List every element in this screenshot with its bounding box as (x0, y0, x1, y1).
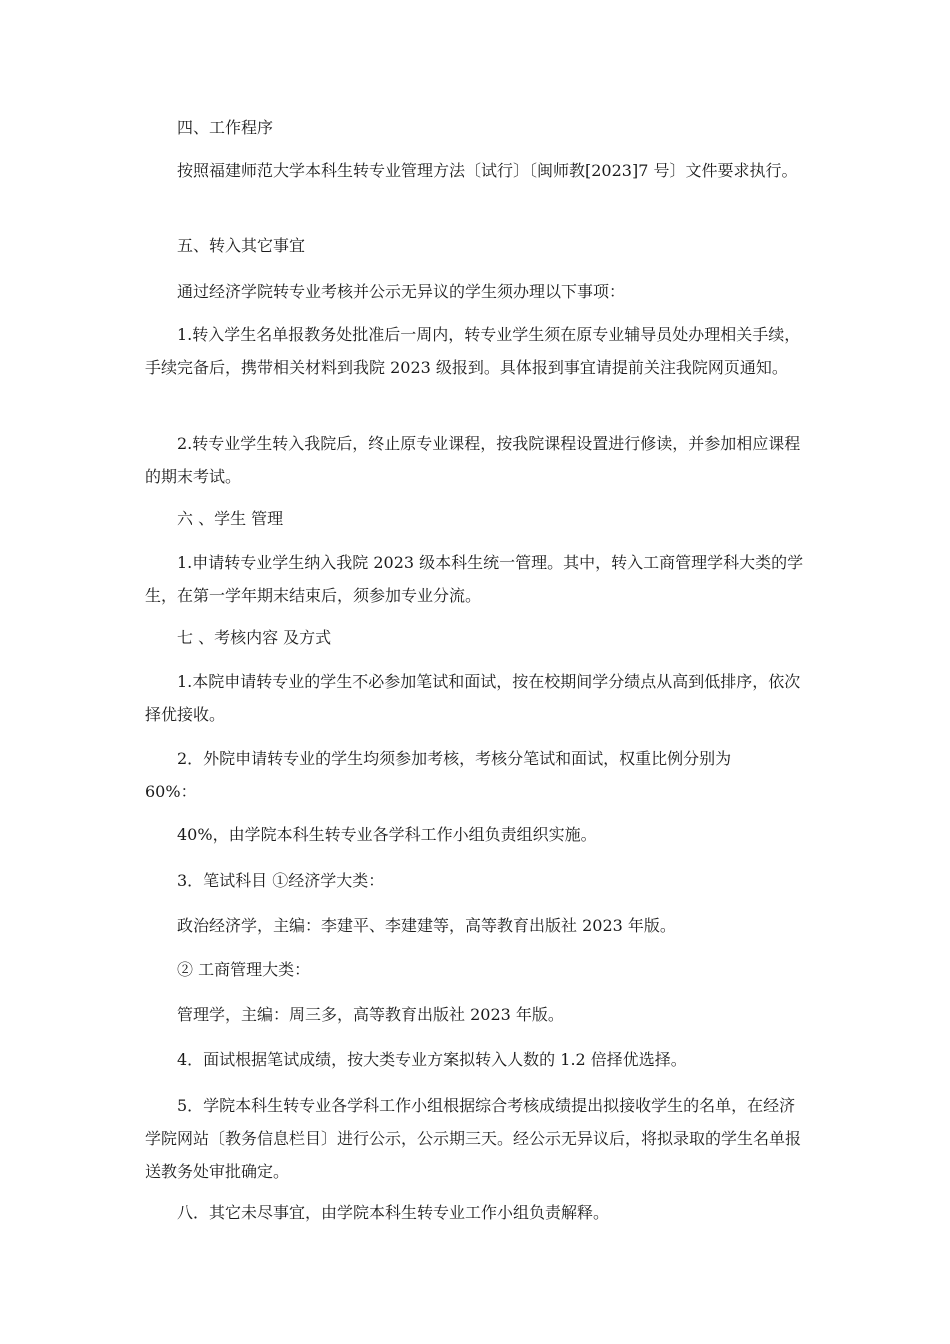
paragraph: 2.转专业学生转入我院后，终止原专业课程，按我院课程设置进行修读，并参加相应课程的期末考试。 (145, 434, 801, 486)
paragraph: 八．其它未尽事宜，由学院本科生转专业工作小组负责解释。 (177, 1203, 610, 1222)
section-heading-assessment: 七 、考核内容 及方式 (177, 628, 332, 647)
paragraph: 1.本院申请转专业的学生不必参加笔试和面试，按在校期间学分绩点从高到低排序，依次择优接收。 (145, 672, 801, 724)
paragraph: 1.转入学生名单报教务处批准后一周内，转专业学生须在原专业辅导员处办理相关手续，手续完备后，携带相关材料到我院 2023 级报到。具体报到事宜请提前关注我院网页通知。 (145, 325, 801, 377)
paragraph: 2．外院申请转专业的学生均须参加考核，考核分笔试和面试，权重比例分别为 (177, 749, 732, 768)
section-heading-transfer-matters: 五、转入其它事宜 (177, 236, 306, 255)
paragraph: 通过经济学院转专业考核并公示无异议的学生须办理以下事项： (177, 282, 626, 301)
paragraph: 管理学，主编：周三多，高等教育出版社 2023 年版。 (177, 1005, 564, 1024)
section-heading-student-management: 六 、学生 管理 (177, 509, 284, 528)
paragraph: 5．学院本科生转专业各学科工作小组根据综合考核成绩提出拟接收学生的名单，在经济学院网站〔教务信息栏目〕进行公示，公示期三天。经公示无异议后，将拟录取的学生名单报送教务处审批确定。 (145, 1096, 802, 1181)
paragraph: 3．笔试科目 ①经济学大类： (177, 871, 385, 890)
paragraph: ② 工商管理大类： (177, 960, 311, 979)
paragraph: 4．面试根据笔试成绩，按大类专业方案拟转入人数的 1.2 倍择优选择。 (177, 1050, 687, 1069)
paragraph: 按照福建师范大学本科生转专业管理方法〔试行〕〔闽师教[2023]7 号〕文件要求执行。 (177, 161, 798, 180)
paragraph: 政治经济学，主编：李建平、李建建等，高等教育出版社 2023 年版。 (177, 916, 676, 935)
paragraph: 60%： (145, 782, 197, 801)
section-heading-work-procedure: 四、工作程序 (177, 118, 274, 137)
paragraph: 40%，由学院本科生转专业各学科工作小组负责组织实施。 (177, 825, 597, 844)
paragraph: 1.申请转专业学生纳入我院 2023 级本科生统一管理。其中，转入工商管理学科大类的学生，在第一学年期末结束后，须参加专业分流。 (145, 553, 804, 605)
